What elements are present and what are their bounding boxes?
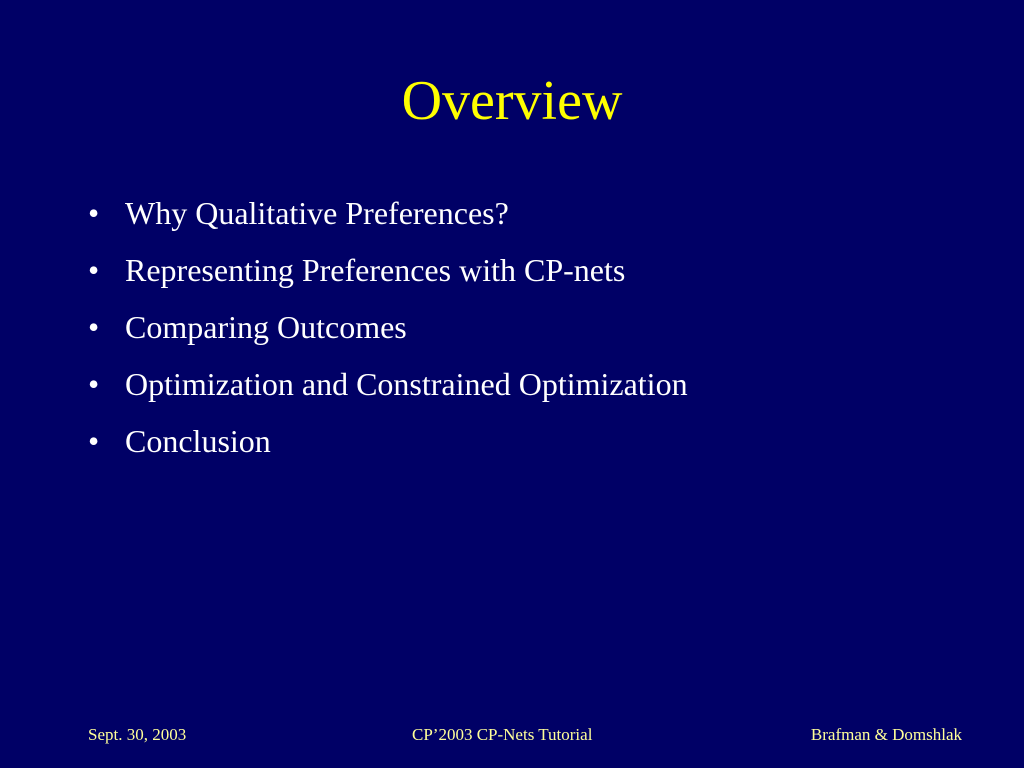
footer-date: Sept. 30, 2003 — [88, 725, 187, 744]
bullet-icon: • — [88, 252, 100, 288]
bullet-text: Representing Preferences with CP-nets — [125, 252, 626, 288]
bullet-item — [88, 366, 968, 402]
bullet-item — [88, 252, 968, 288]
bullet-text: Optimization and Constrained Optimization — [125, 366, 688, 402]
bullet-item — [88, 309, 968, 345]
bullet-icon: • — [88, 195, 100, 231]
bullet-icon: • — [88, 423, 100, 459]
bullet-text: Conclusion — [125, 423, 271, 459]
bullet-item — [88, 423, 968, 459]
bullet-icon: • — [88, 309, 100, 345]
bullet-text: Comparing Outcomes — [125, 309, 407, 345]
footer-authors: Brafman & Domshlak — [810, 725, 962, 744]
bullet-item — [88, 195, 968, 231]
footer-title: CP’2003 CP-Nets Tutorial — [412, 725, 593, 744]
slide-title: Overview — [401, 70, 623, 132]
bullet-text: Why Qualitative Preferences? — [125, 195, 509, 231]
bullet-icon: • — [88, 366, 100, 402]
bullet-list — [88, 195, 968, 480]
